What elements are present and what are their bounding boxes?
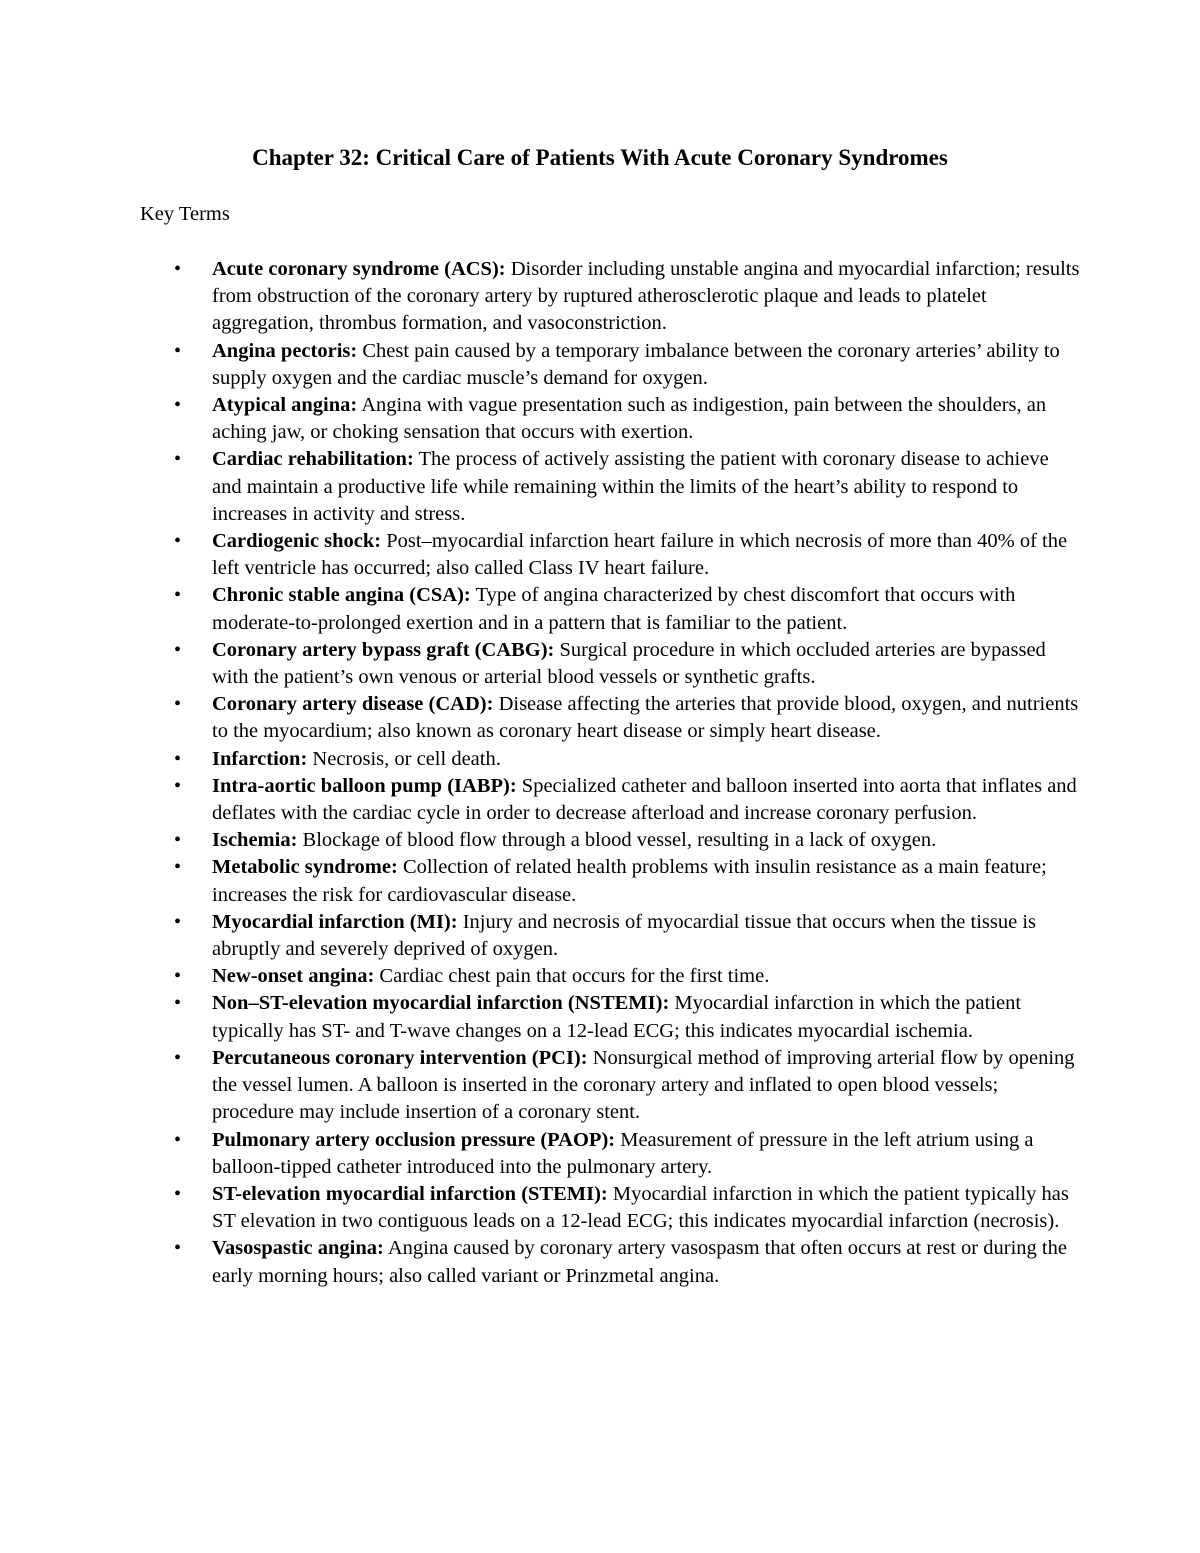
bullet-icon: •: [174, 1182, 182, 1205]
list-item: [140, 338, 1080, 392]
term-name: Metabolic syndrome:: [212, 856, 398, 879]
term-name: Atypical angina:: [212, 394, 358, 417]
bullet-icon: •: [174, 339, 182, 362]
term-name: Infarction:: [212, 747, 308, 770]
list-item: [140, 528, 1080, 582]
term-name: Intra-aortic balloon pump (IABP):: [212, 774, 517, 797]
term-definition: Cardiac chest pain that occurs for the first time.: [374, 965, 770, 988]
term-name: Chronic stable angina (CSA):: [212, 584, 471, 607]
term-name: Ischemia:: [212, 829, 298, 852]
bullet-icon: •: [174, 992, 182, 1015]
term-name: Cardiac rehabilitation:: [212, 448, 414, 471]
term-name: Percutaneous coronary intervention (PCI):: [212, 1046, 588, 1069]
bullet-icon: •: [174, 693, 182, 716]
term-definition: Blockage of blood flow through a blood vessel, resulting in a lack of oxygen.: [297, 829, 937, 852]
list-item: [140, 773, 1080, 827]
bullet-icon: •: [174, 829, 182, 852]
bullet-icon: •: [174, 747, 182, 770]
term-definition: Surgical procedure in which occluded arteries are bypassed with the patient’s own venous or arterial blood vessels or synthetic grafts.: [212, 638, 1046, 689]
term-definition: Angina with vague presentation such as indigestion, pain between the shoulders, an aching jaw, or choking sensation that occurs with exertion.: [212, 394, 1047, 444]
list-item: [140, 1127, 1080, 1181]
list-item: [140, 990, 1080, 1044]
term-name: Angina pectoris:: [212, 339, 358, 362]
list-item: [140, 746, 1080, 773]
list-item: [140, 909, 1080, 963]
bullet-icon: •: [174, 448, 182, 471]
list-item: [140, 827, 1080, 854]
list-item: [140, 582, 1080, 636]
bullet-icon: •: [174, 584, 182, 607]
bullet-icon: •: [174, 856, 182, 879]
term-definition: Chest pain caused by a temporary imbalance between the coronary arteries’ ability to supply oxygen and the cardiac muscle’s demand for oxygen.: [212, 339, 1060, 389]
term-name: Pulmonary artery occlusion pressure (PAOP):: [212, 1128, 616, 1151]
term-definition: Collection of related health problems with insulin resistance as a main feature; increases the risk for cardiovascular disease.: [212, 856, 1047, 906]
bullet-icon: •: [174, 638, 182, 661]
term-name: Non–ST-elevation myocardial infarction (NSTEMI):: [212, 992, 670, 1015]
bullet-icon: •: [174, 774, 182, 797]
term-definition: Type of angina characterized by chest discomfort that occurs with moderate-to-prolonged exertion and in a pattern that is familiar to the patient.: [212, 584, 1016, 634]
term-name: New-onset angina:: [212, 965, 375, 988]
list-item: [140, 392, 1080, 446]
list-item: [140, 446, 1080, 528]
term-name: Coronary artery disease (CAD):: [212, 693, 494, 716]
term-name: Coronary artery bypass graft (CABG):: [212, 638, 555, 661]
list-item: [140, 854, 1080, 908]
term-definition: Myocardial infarction in which the patient typically has ST- and T-wave changes on a 12-lead ECG; this indicates myocardial ischemia.: [212, 992, 1022, 1042]
page-title: Chapter 32: Critical Care of Patients With Acute Coronary Syndromes: [252, 145, 948, 170]
list-item: [140, 1181, 1080, 1235]
bullet-icon: •: [174, 910, 182, 933]
list-item: [140, 256, 1080, 338]
term-definition: Myocardial infarction in which the patient typically has ST elevation in two contiguous leads on a 12-lead ECG; this indicates myocardial infarction (necrosis).: [212, 1182, 1069, 1233]
list-item: [140, 637, 1080, 691]
term-definition: Angina caused by coronary artery vasospasm that often occurs at rest or during the early morning hours; also called variant or Prinzmetal angina.: [212, 1237, 1067, 1287]
term-name: Cardiogenic shock:: [212, 530, 382, 553]
list-item: [140, 963, 1080, 990]
bullet-icon: •: [174, 1128, 182, 1151]
term-definition: The process of actively assisting the patient with coronary disease to achieve and maintain a productive life while remaining within the limits of the heart’s ability to respond to increases in activity and stress.: [212, 448, 1049, 525]
term-definition: Necrosis, or cell death.: [307, 747, 501, 770]
bullet-icon: •: [174, 1046, 182, 1069]
term-name: Vasospastic angina:: [212, 1237, 384, 1260]
bullet-icon: •: [174, 1237, 182, 1260]
bullet-icon: •: [174, 258, 182, 280]
list-item: [140, 1045, 1080, 1127]
bullet-icon: •: [174, 530, 182, 553]
bullet-icon: •: [174, 965, 182, 988]
term-definition: Measurement of pressure in the left atrium using a balloon-tipped catheter introduced into the pulmonary artery.: [212, 1128, 1034, 1178]
term-name: Acute coronary syndrome (ACS):: [212, 258, 506, 280]
term-definition: Disease affecting the arteries that provide blood, oxygen, and nutrients to the myocardium; also known as coronary heart disease or simply heart disease.: [212, 693, 1079, 743]
list-item: [140, 1235, 1080, 1289]
term-definition: Specialized catheter and balloon inserted into aorta that inflates and deflates with the cardiac cycle in order to decrease afterload and increase coronary perfusion.: [212, 774, 1077, 825]
term-name: ST-elevation myocardial infarction (STEMI):: [212, 1182, 608, 1205]
term-definition: Disorder including unstable angina and myocardial infarction; results from obstruction of the coronary artery by ruptured atherosclerotic plaque and leads to platelet aggregation, thrombus formation, and vasoconstriction.: [212, 258, 1080, 335]
term-definition: Post–myocardial infarction heart failure in which necrosis of more than 40% of the left ventricle has occurred; also called Class IV heart failure.: [212, 530, 1068, 580]
list-item: [140, 691, 1080, 745]
bullet-icon: •: [174, 394, 182, 417]
term-definition: Injury and necrosis of myocardial tissue that occurs when the tissue is abruptly and severely deprived of oxygen.: [212, 910, 1036, 961]
key-terms-list: [140, 256, 1080, 1290]
term-name: Myocardial infarction (MI):: [212, 910, 458, 933]
term-definition: Nonsurgical method of improving arterial flow by opening the vessel lumen. A balloon is inserted in the coronary artery and inflated to open blood vessels; procedure may include insertion of a coronary stent.: [212, 1046, 1075, 1124]
section-heading: Key Terms: [140, 203, 230, 225]
